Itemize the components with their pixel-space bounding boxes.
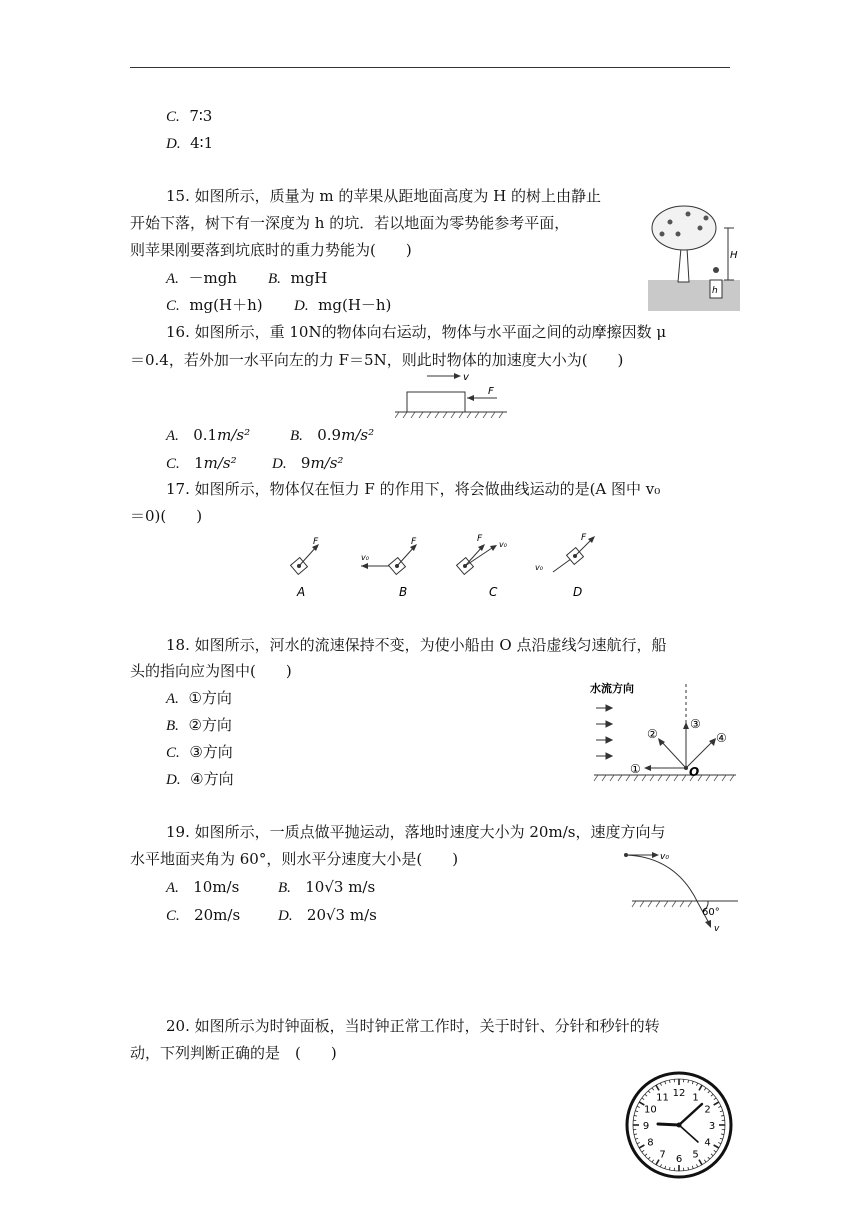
clock-numeral: 9 — [642, 1121, 650, 1132]
q17-line-1: 17. 如图所示，物体仅在恒力 F 的作用下，将会做曲线运动的是(A 图中 v₀ — [166, 480, 661, 498]
clock-numeral: 1 — [692, 1092, 699, 1104]
figure-a — [291, 537, 319, 599]
clock-numeral: 10 — [644, 1104, 657, 1116]
clock-numeral: 7 — [659, 1149, 666, 1161]
q15-option-b: B. mgH — [268, 269, 328, 287]
svg-text:①: ① — [630, 762, 641, 776]
svg-text:v: v — [714, 924, 720, 934]
q16-option-b: B. 0.9m/s² — [290, 426, 375, 444]
q18-option-c: C. ③方向 — [166, 743, 233, 761]
svg-text:C: C — [489, 585, 498, 599]
q15-line-2: 开始下落，树下有一深度为 h 的坑．若以地面为零势能参考平面， — [130, 214, 570, 232]
option-c-prev: C. 7∶3 — [166, 107, 213, 125]
q15-line-1: 15. 如图所示，质量为 m 的苹果从距地面高度为 H 的树上由静止 — [166, 187, 602, 205]
clock-numeral: 5 — [692, 1149, 699, 1161]
svg-text:F: F — [488, 386, 494, 397]
q15-option-c: C. mg(H＋h) — [166, 296, 263, 314]
apple-tree-figure — [648, 198, 740, 311]
q16-option-a: A. 0.1m/s² — [166, 426, 251, 444]
q18-option-a: A. ①方向 — [166, 689, 232, 707]
clock-face-figure — [624, 1070, 734, 1180]
svg-text:F: F — [581, 533, 587, 543]
svg-text:v: v — [463, 372, 469, 383]
q19-option-b: B. 10√3 m/s — [278, 878, 376, 896]
svg-text:②: ② — [647, 727, 658, 741]
svg-text:H: H — [730, 250, 738, 261]
svg-text:④: ④ — [716, 731, 727, 745]
hour-hand — [658, 1124, 679, 1125]
curvilinear-motion-figure — [285, 530, 615, 600]
q15-option-a: A. －mgh — [166, 269, 237, 287]
q16-line-1: 16. 如图所示，重 10N的物体向右运动，物体与水平面之间的动摩擦因数 μ — [166, 323, 667, 341]
figure-c — [457, 534, 508, 599]
svg-text:B: B — [399, 585, 408, 599]
svg-text:③: ③ — [690, 717, 701, 731]
clock-numeral: 8 — [647, 1137, 654, 1149]
q17-line-2: ＝0)( ) — [130, 507, 203, 525]
svg-text:F: F — [313, 537, 319, 547]
svg-text:O: O — [689, 765, 700, 779]
clock-numeral: 3 — [708, 1121, 716, 1132]
figure-d — [535, 533, 595, 599]
projectile-figure — [620, 845, 740, 935]
svg-text:F: F — [411, 537, 417, 547]
svg-text:60°: 60° — [702, 907, 720, 918]
q16-line-2: ＝0.4，若外加一水平向左的力 F＝5N，则此时物体的加速度大小为( ) — [130, 351, 624, 369]
svg-text:A: A — [297, 585, 306, 599]
clock-numeral: 6 — [675, 1154, 683, 1165]
q19-option-c: C. 20m/s — [166, 906, 241, 924]
svg-text:h: h — [712, 286, 718, 296]
q16-option-d: D. 9m/s² — [272, 454, 344, 472]
q18-option-d: D. ④方向 — [166, 770, 234, 788]
svg-text:水流方向: 水流方向 — [590, 682, 634, 695]
svg-text:v₀: v₀ — [499, 540, 507, 549]
q20-line-2: 动，下列判断正确的是 ( ) — [130, 1044, 337, 1062]
block-force-figure — [395, 368, 507, 418]
svg-text:D: D — [573, 585, 583, 599]
q18-line-2: 头的指向应为图中( ) — [130, 662, 292, 680]
clock-numeral: 12 — [672, 1088, 686, 1099]
clock-numeral: 11 — [656, 1092, 669, 1104]
svg-text:v₀: v₀ — [535, 563, 543, 572]
q19-line-1: 19. 如图所示，一质点做平抛运动，落地时速度大小为 20m/s，速度方向与 — [166, 823, 666, 841]
q15-line-3: 则苹果刚要落到坑底时的重力势能为( ) — [130, 241, 412, 259]
header-rule — [130, 67, 730, 68]
q19-option-d: D. 20√3 m/s — [278, 906, 377, 924]
clock-numeral: 4 — [704, 1137, 711, 1149]
svg-text:F: F — [477, 534, 483, 544]
q18-option-b: B. ②方向 — [166, 716, 232, 734]
q19-option-a: A. 10m/s — [166, 878, 240, 896]
option-d-prev: D. 4∶1 — [166, 134, 214, 152]
q19-line-2: 水平地面夹角为 60°，则水平分速度大小是( ) — [130, 850, 459, 868]
svg-text:v₀: v₀ — [361, 553, 369, 562]
svg-text:v₀: v₀ — [660, 852, 669, 862]
figure-b — [361, 537, 417, 599]
q18-line-1: 18. 如图所示，河水的流速保持不变，为使小船由 O 点沿虚线匀速航行，船 — [166, 636, 667, 654]
river-boat-figure — [590, 680, 740, 790]
q16-option-c: C. 1m/s² — [166, 454, 237, 472]
q20-line-1: 20. 如图所示为时钟面板，当时钟正常工作时，关于时针、分针和秒针的转 — [166, 1017, 660, 1035]
clock-numeral: 2 — [704, 1104, 711, 1116]
q15-option-d: D. mg(H－h) — [294, 296, 392, 314]
